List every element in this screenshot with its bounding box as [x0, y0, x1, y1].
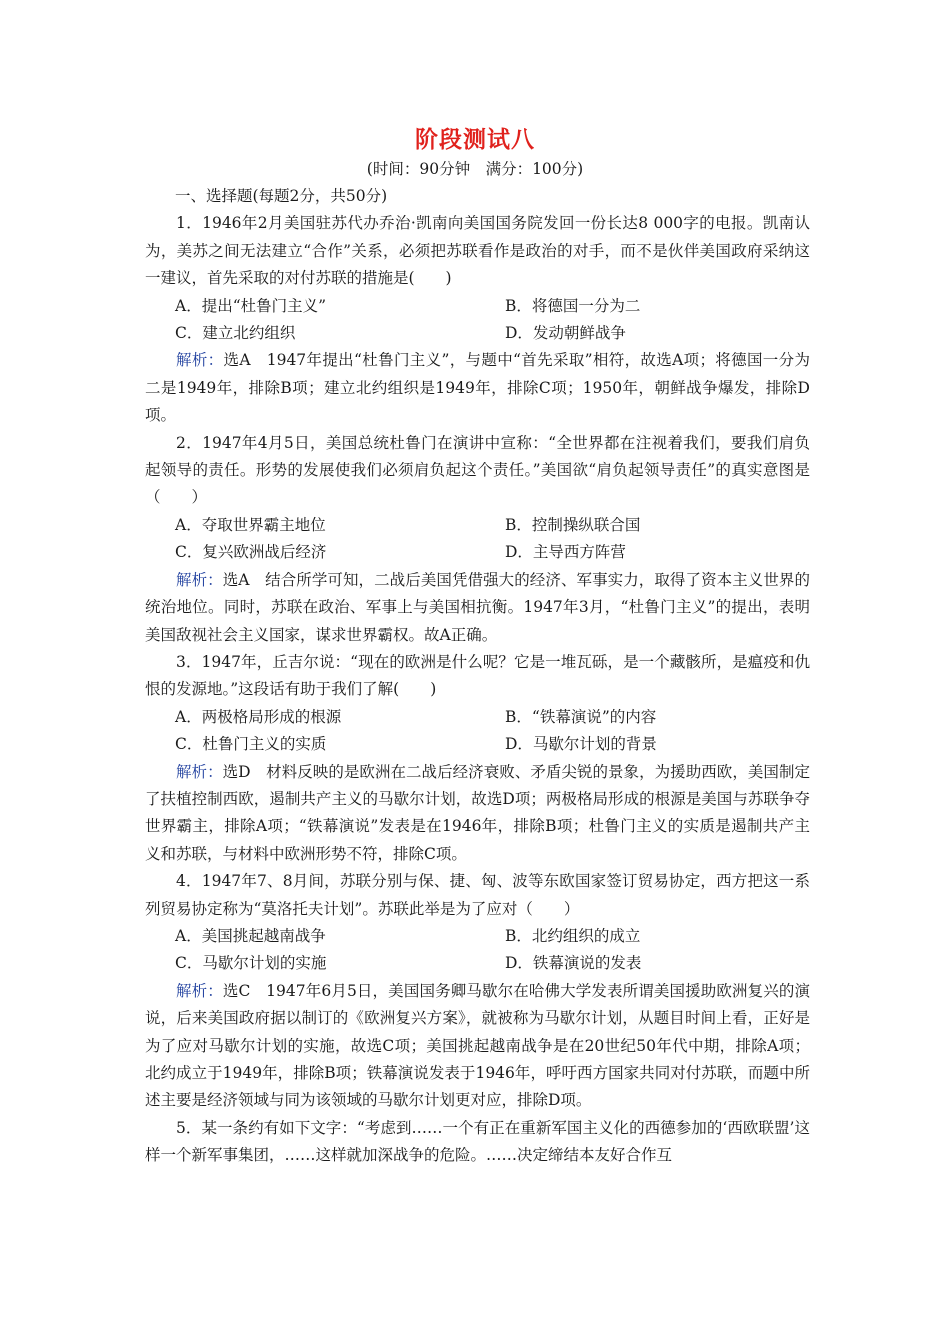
option-d: D．发动朝鲜战争 [505, 324, 626, 343]
question-stem-3: 3．1947年，丘吉尔说：“现在的欧洲是什么呢？它是一堆瓦砾，是一个藏骸所，是瘟疫和仇恨的发源地。”这段话有助于我们了解( ) [145, 652, 810, 699]
question-stem-4: 4．1947年7、8月间，苏联分别与保、捷、匈、波等东欧国家签订贸易协定，西方把这一系列贸易协定称为“莫洛托夫计划”。苏联此举是为了应对（ ） [145, 872, 810, 918]
analysis-3 [145, 759, 810, 869]
option-b: B．“铁幕演说”的内容 [505, 707, 657, 726]
option-c: C．复兴欧洲战后经济 [175, 543, 327, 562]
exam-info: (时间：90分钟 满分：100分) [366, 160, 584, 178]
option-row [145, 704, 810, 731]
option-d: D．主导西方阵营 [505, 543, 626, 562]
analysis-label: 解析： [176, 570, 223, 589]
option-row [145, 512, 810, 539]
analysis-label: 解析： [176, 351, 224, 370]
option-d: D．马歇尔计划的背景 [505, 735, 657, 754]
analysis-text: 选C 1947年6月5日，美国国务卿马歇尔在哈佛大学发表所谓美国援助欧洲复兴的演说，后来美国政府据以制订的《欧洲复兴方案》，就被称为马歇尔计划，从题目时间上看，正好是为了应对马歇尔计划的实施，故选C项；美国挑起越南战争是在20世纪50年代中期，排除A项；北约成立于1949年，排除B项；铁幕演说发表于1946年，呼吁西方国家共同对付苏联，而题中所述主要是经济领域与同为该领域的马歇尔计划更对应，排除D项。 [145, 981, 810, 1110]
option-c: C．杜鲁门主义的实质 [175, 735, 327, 754]
option-row [145, 293, 810, 320]
option-row [145, 731, 810, 758]
option-b: B．北约组织的成立 [505, 926, 641, 945]
option-row [145, 320, 810, 347]
option-a: A．提出“杜鲁门主义” [175, 296, 327, 315]
analysis-label: 解析： [176, 981, 223, 1000]
question-stem-5: 5．某一条约有如下文字：“考虑到……一个有正在重新军国主义化的西德参加的‘西欧联盟’这样一个新军事集团，……这样就加深战争的危险。……决定缔结本友好合作互 [145, 1118, 810, 1165]
option-a: A．美国挑起越南战争 [175, 926, 326, 945]
option-b: B．将德国一分为二 [505, 296, 641, 315]
option-d: D．铁幕演说的发表 [505, 954, 642, 973]
analysis-label: 解析： [176, 762, 223, 781]
analysis-2 [145, 567, 810, 649]
section-heading: 一、选择题(每题2分，共50分) [175, 187, 388, 205]
option-c: C．马歇尔计划的实施 [175, 954, 327, 973]
option-c: C．建立北约组织 [175, 324, 296, 343]
analysis-text: 选A 1947年提出“杜鲁门主义”，与题中“首先采取”相符，故选A项；将德国一分为二是1949年，排除B项；建立北约组织是1949年，排除C项；1950年，朝鲜战争爆发，排除D项。 [145, 351, 810, 425]
document-body [145, 183, 810, 1170]
analysis-text: 选A 结合所学可知，二战后美国凭借强大的经济、军事实力，取得了资本主义世界的统治地位。同时，苏联在政治、军事上与美国相抗衡。1947年3月，“杜鲁门主义”的提出，表明美国敌视社会主义国家，谋求世界霸权。故A正确。 [145, 570, 810, 644]
analysis-text: 选D 材料反映的是欧洲在二战后经济衰败、矛盾尖锐的景象，为援助西欧，美国制定了扶植控制西欧，遏制共产主义的马歇尔计划，故选D项；两极格局形成的根源是美国与苏联争夺世界霸主，排除A项；“铁幕演说”发表是在1946年，排除B项；杜鲁门主义的实质是遏制共产主义和苏联，与材料中欧洲形势不符，排除C项。 [145, 762, 810, 863]
option-b: B．控制操纵联合国 [505, 515, 641, 534]
option-a: A．两极格局形成的根源 [175, 707, 342, 726]
option-row [145, 539, 810, 566]
question-stem-1: 1．1946年2月美国驻苏代办乔治·凯南向美国国务院发回一份长达8 000字的电报。凯南认为，美苏之间无法建立“合作”关系，必须把苏联看作是政治的对手，而不是伙伴美国政府采纳这一建议，首先采取的对付苏联的措施是( ) [145, 214, 810, 288]
option-row [145, 923, 810, 950]
analysis-1 [145, 347, 810, 429]
question-stem-2: 2．1947年4月5日，美国总统杜鲁门在演讲中宣称：“全世界都在注视着我们，要我们肩负起领导的责任。形势的发展使我们必须肩负起这个责任。”美国欲“肩负起领导责任”的真实意图是（ ） [145, 433, 810, 507]
page-title: 阶段测试八 [415, 126, 535, 153]
option-row [145, 950, 810, 977]
option-a: A．夺取世界霸主地位 [175, 515, 326, 534]
analysis-4 [145, 978, 810, 1115]
